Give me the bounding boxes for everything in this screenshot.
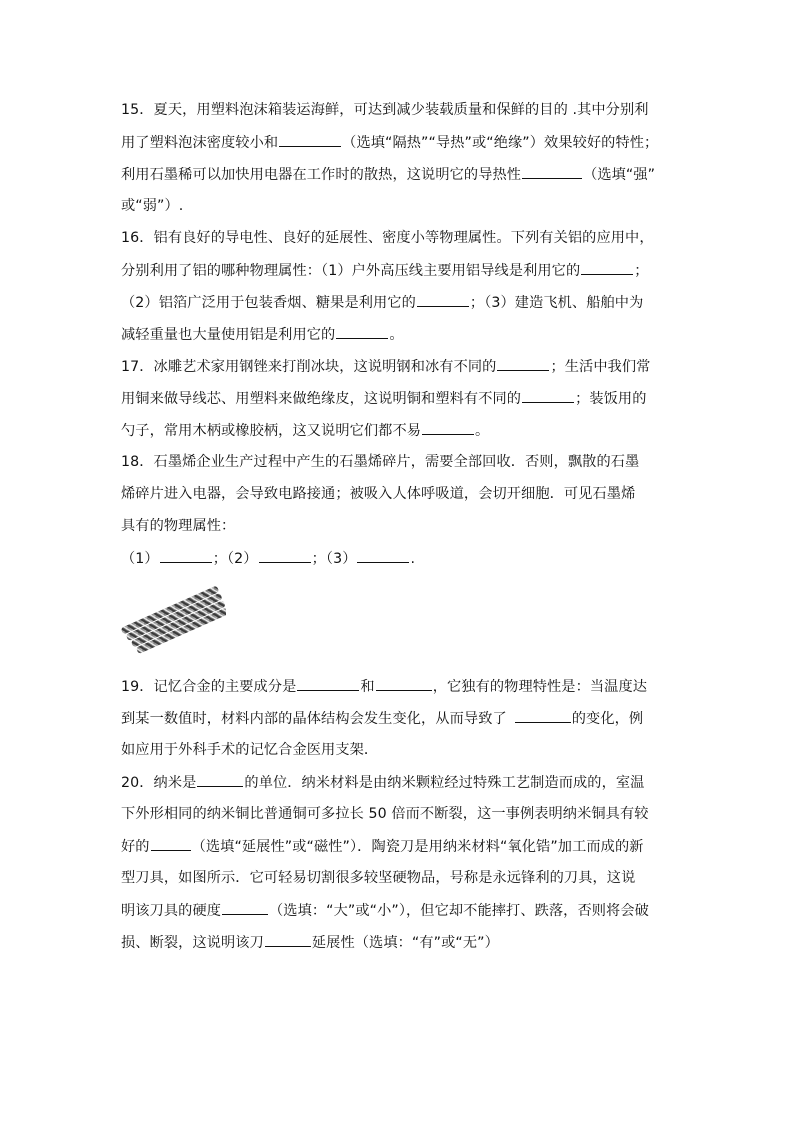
q18-line-4: （1） ；（2） ；（3） . — [121, 548, 691, 569]
answer-blank[interactable] — [417, 292, 469, 307]
answer-blank[interactable] — [522, 388, 574, 403]
q20-line-1: 20．纳米是 的单位．纳米材料是由纳米颗粒经过特殊工艺制造而成的，室温 — [121, 772, 691, 793]
q15-line-3: 利用石墨稀可以加快用电器在工作时的散热，这说明它的导热性 （选填“强” — [121, 164, 691, 185]
q19-line-2: 到某一数值时，材料内部的晶体结构会发生变化，从而导致了 的变化，例 — [121, 708, 691, 729]
answer-blank[interactable] — [279, 132, 341, 147]
q19-line-1: 19．记忆合金的主要成分是 和 ，它独有的物理特性是：当温度达 — [121, 676, 691, 697]
answer-blank[interactable] — [581, 260, 633, 275]
q16-line-3: （2）铝箔广泛用于包装香烟、糖果是利用它的 ；（3）建造飞机、船舶中为 — [121, 292, 691, 313]
graphene-fragment-image — [121, 576, 226, 660]
q15-line-2: 用了塑料泡沫密度较小和 （选填“隔热”“导热”或“绝缘”）效果较好的特性； — [121, 132, 691, 153]
answer-blank[interactable] — [515, 708, 571, 723]
q20-line-5: 明该刀具的硬度 （选填：“大”或“小”），但它却不能摔打、跌落，否则将会破 — [121, 900, 691, 921]
answer-blank[interactable] — [336, 324, 388, 339]
q16-line-2: 分别利用了铝的哪种物理属性：（1）户外高压线主要用铝导线是利用它的 ； — [121, 260, 691, 281]
answer-blank[interactable] — [497, 356, 549, 371]
answer-blank[interactable] — [265, 932, 311, 947]
answer-blank[interactable] — [151, 836, 191, 851]
q18-line-1: 18．石墨烯企业生产过程中产生的石墨烯碎片，需要全部回收．否则，飘散的石墨 — [121, 454, 640, 470]
answer-blank[interactable] — [160, 548, 212, 563]
q18-line-3: 具有的物理属性： — [121, 518, 236, 534]
q17-line-1: 17．冰雕艺术家用钢锉来打削冰块，这说明钢和冰有不同的 ；生活中我们常 — [121, 356, 691, 377]
answer-blank[interactable] — [297, 676, 359, 691]
q18-line-2: 烯碎片进入电器，会导致电路接通；被吸入人体呼吸道，会切开细胞．可见石墨烯 — [121, 486, 636, 502]
q16-line-1: 16．铝有良好的导电性、良好的延展性、密度小等物理属性。下列有关铝的应用中， — [121, 230, 654, 246]
q19-line-3: 如应用于外科手术的记忆合金医用支架． — [121, 742, 379, 758]
answer-blank[interactable] — [522, 164, 582, 179]
q15-line-4: 或“弱”）. — [121, 198, 184, 214]
q16-line-4: 减轻重量也大量使用铝是利用它的 。 — [121, 324, 691, 345]
answer-blank[interactable] — [422, 420, 474, 435]
q20-line-2: 下外形相同的纳米铜比普通铜可多拉长 50 倍而不断裂，这一事例表明纳米铜具有较 — [121, 806, 649, 822]
answer-blank[interactable] — [357, 548, 409, 563]
q20-line-6: 损、断裂，这说明该刀 延展性（选填：“有”或“无”） — [121, 932, 691, 953]
q20-line-3: 好的 （选填“延展性”或“磁性”）．陶瓷刀是用纳米材料“氧化锆”加工而成的新 — [121, 836, 691, 857]
q17-line-3: 勺子，常用木柄或橡胶柄，这又说明它们都不易 。 — [121, 420, 691, 441]
q15-line-1: 15．夏天，用塑料泡沫箱装运海鲜，可达到减少装载质量和保鲜的目的 .其中分别利 — [121, 102, 649, 118]
answer-blank[interactable] — [197, 772, 243, 787]
answer-blank[interactable] — [222, 900, 268, 915]
q17-line-2: 用铜来做导线芯、用塑料来做绝缘皮，这说明铜和塑料有不同的 ；装饭用的 — [121, 388, 691, 409]
answer-blank[interactable] — [376, 676, 432, 691]
answer-blank[interactable] — [259, 548, 311, 563]
q20-line-4: 型刀具，如图所示．它可轻易切割很多较坚硬物品，号称是永远锋利的刀具，这说 — [121, 870, 636, 886]
